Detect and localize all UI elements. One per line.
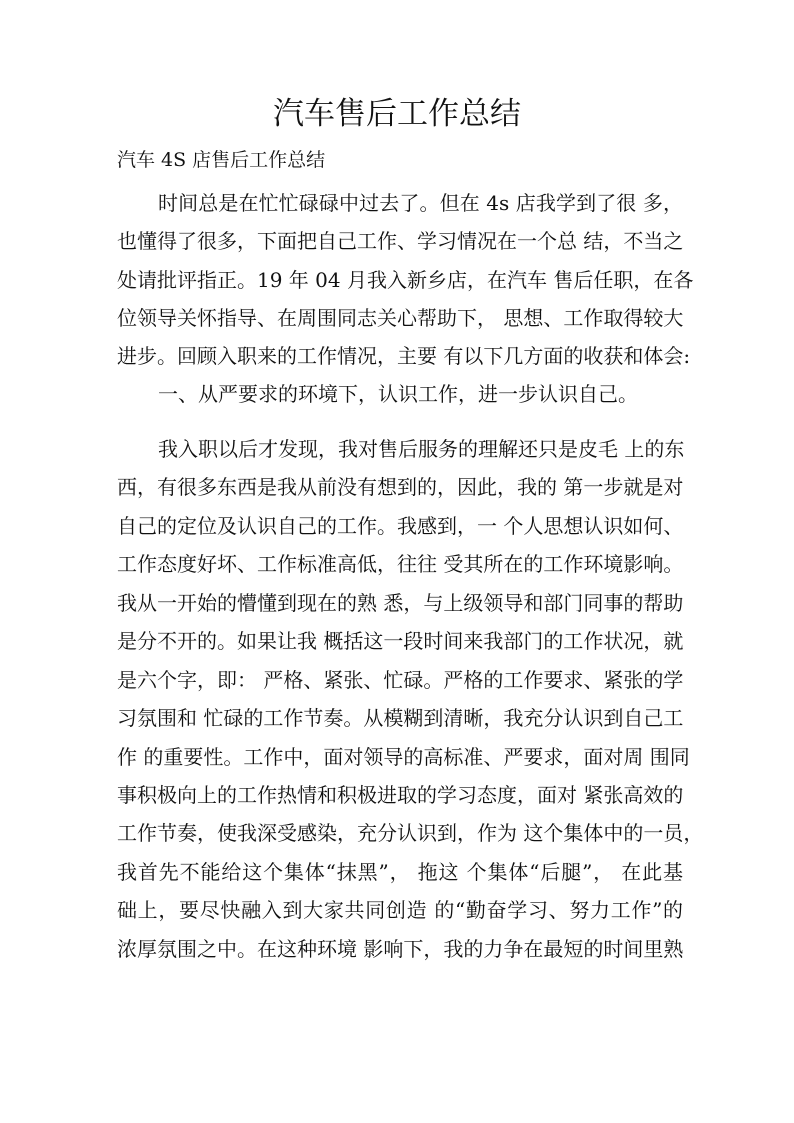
paragraph-2-line-13: 础上，要尽快融入到大家共同创造 的“勤奋学习、努力工作”的: [117, 898, 683, 922]
paragraph-2-line-11: 工作节奏，使我深受感染，充分认识到，作为 这个集体中的一员，: [117, 821, 704, 845]
paragraph-2-line-8: 习氛围和 忙碌的工作节奏。从模糊到清晰，我充分认识到自己工: [117, 706, 684, 730]
paragraph-2-line-14: 浓厚氛围之中。在这种环境 影响下，我的力争在最短的时间里熟: [117, 937, 684, 961]
paragraph-2-line-5: 我从一开始的懵懂到现在的熟 悉，与上级领导和部门同事的帮助: [117, 591, 684, 615]
paragraph-1-line-4: 位领导关怀指导、在周围同志关心帮助下， 思想、工作取得较大: [117, 306, 684, 330]
paragraph-1-line-3: 处请批评指正。19 年 04 月我入新乡店，在汽车 售后任职，在各: [117, 268, 694, 292]
paragraph-1-line-5: 进步。回顾入职来的工作情况，主要 有以下几方面的收获和体会:: [117, 344, 691, 368]
paragraph-2-line-6: 是分不开的。如果让我 概括这一段时间来我部门的工作状况，就: [117, 629, 684, 653]
section-heading-1: 一、从严要求的环境下，认识工作，进一步认识自己。: [158, 382, 638, 406]
paragraph-2-line-9: 作 的重要性。工作中，面对领导的高标准、严要求，面对周 围同: [117, 745, 690, 769]
paragraph-2-line-12: 我首先不能给这个集体“抹黑”， 拖这 个集体“后腿”， 在此基: [117, 860, 683, 884]
paragraph-1-line-2: 也懂得了很多，下面把自己工作、学习情况在一个总 结，不当之: [117, 229, 684, 253]
document-subtitle: 汽车 4S 店售后工作总结: [117, 149, 326, 171]
paragraph-2-line-4: 工作态度好坏、工作标准高低，往往 受其所在的工作环境影响。: [117, 552, 684, 576]
document-title: 汽车售后工作总结: [273, 96, 521, 132]
paragraph-2-line-10: 事积极向上的工作热情和积极进取的学习态度，面对 紧张高效的: [117, 783, 684, 807]
paragraph-2-line-2: 西，有很多东西是我从前没有想到的，因此，我的 第一步就是对: [117, 475, 684, 499]
paragraph-1-line-1: 时间总是在忙忙碌碌中过去了。但在 4s 店我学到了很 多，: [158, 191, 683, 215]
paragraph-2-line-1: 我入职以后才发现，我对售后服务的理解还只是皮毛 上的东: [158, 437, 685, 461]
paragraph-2-line-3: 自己的定位及认识自己的工作。我感到，一 个人思想认识如何、: [117, 514, 684, 538]
paragraph-2-line-7: 是六个字，即： 严格、紧张、忙碌。严格的工作要求、紧张的学: [117, 668, 684, 692]
